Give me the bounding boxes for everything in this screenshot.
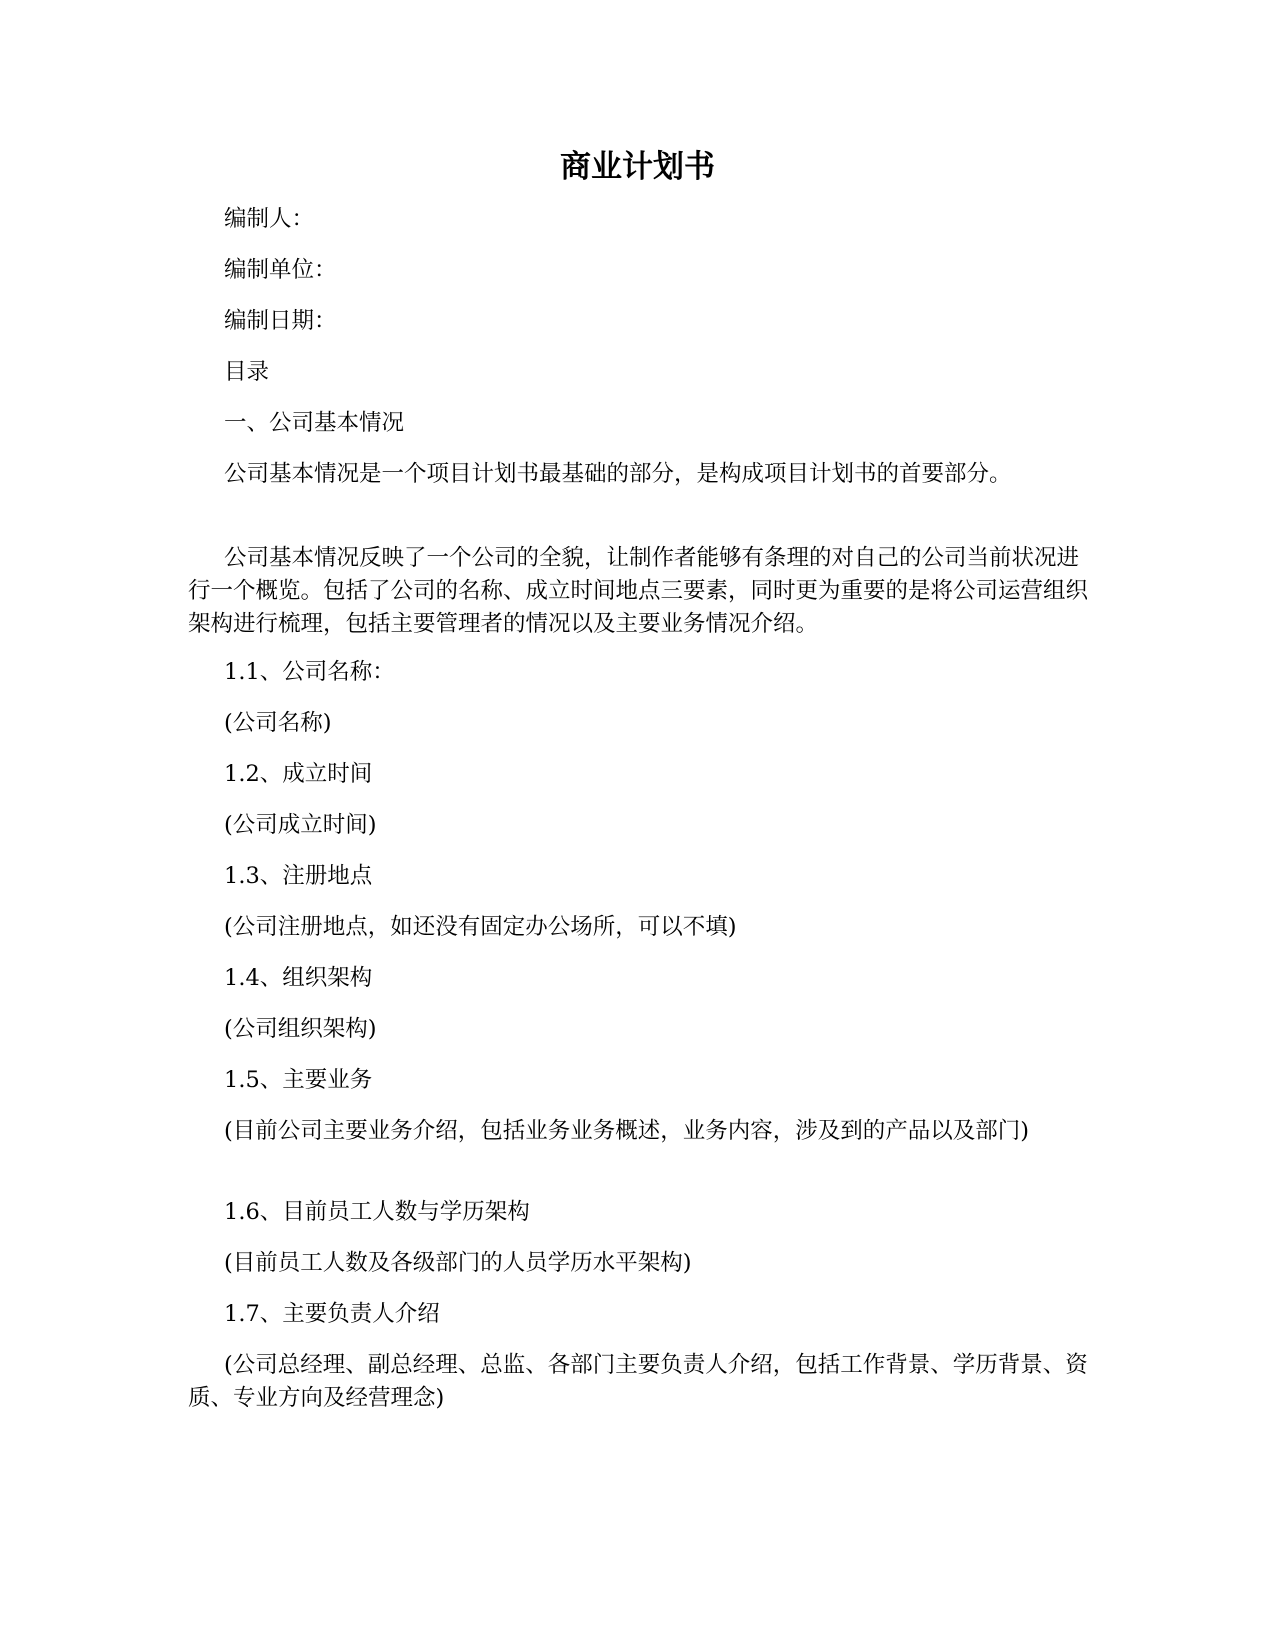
subsection-heading-1-1: 1.1、公司名称： — [224, 659, 395, 685]
subsection-heading-1-5: 1.5、主要业务 — [224, 1067, 373, 1093]
placeholder-text: (公司成立时间) — [224, 812, 377, 838]
placeholder-text: (目前员工人数及各级部门的人员学历水平架构) — [224, 1250, 692, 1276]
subsection-heading-1-6: 1.6、目前员工人数与学历架构 — [224, 1199, 530, 1225]
placeholder-text: (公司总经理、副总经理、总监、各部门主要负责人介绍，包括工作背景、学历背景、资质、专业方向及经营理念) — [188, 1352, 1088, 1411]
body-paragraph: 公司基本情况反映了一个公司的全貌，让制作者能够有条理的对自己的公司当前状况进行一个概览。包括了公司的名称、成立时间地点三要素，同时更为重要的是将公司运营组织架构进行梳理，包括主要管理者的情况以及主要业务情况介绍。 — [188, 545, 1089, 637]
subsection-heading-1-7: 1.7、主要负责人介绍 — [224, 1301, 440, 1327]
document-title: 商业计划书 — [560, 149, 715, 185]
placeholder-text: (公司注册地点，如还没有固定办公场所，可以不填) — [224, 914, 737, 940]
placeholder-text: (目前公司主要业务介绍，包括业务业务概述，业务内容，涉及到的产品以及部门) — [224, 1118, 1030, 1144]
compile-date-label: 编制日期： — [224, 308, 337, 334]
subsection-heading-1-4: 1.4、组织架构 — [224, 965, 373, 991]
placeholder-text: (公司组织架构) — [224, 1016, 377, 1042]
body-paragraph: 公司基本情况是一个项目计划书最基础的部分，是构成项目计划书的首要部分。 — [224, 461, 1012, 487]
subsection-heading-1-3: 1.3、注册地点 — [224, 863, 373, 889]
toc-heading: 目录 — [224, 359, 270, 385]
subsection-heading-1-2: 1.2、成立时间 — [224, 761, 373, 787]
placeholder-text: (公司名称) — [224, 710, 332, 736]
compiler-unit-label: 编制单位： — [224, 257, 337, 283]
compiler-label: 编制人： — [224, 206, 315, 232]
section-heading-1: 一、公司基本情况 — [224, 410, 405, 436]
